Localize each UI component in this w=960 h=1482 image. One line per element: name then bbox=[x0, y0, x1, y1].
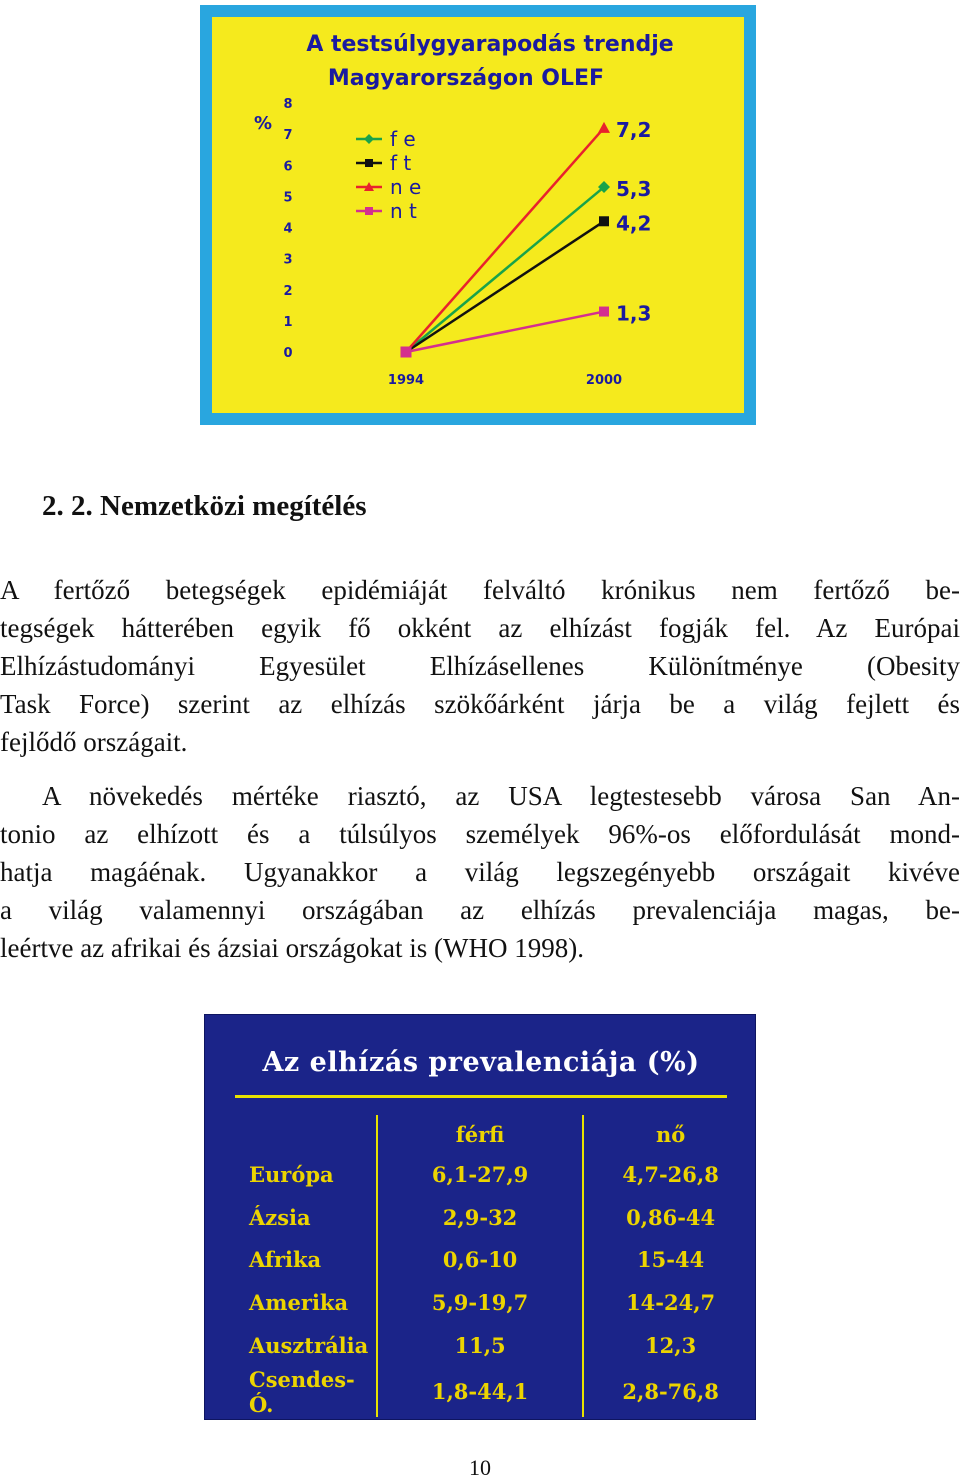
paragraph-line: Task Force) szerint az elhízás szökőárként járja be a világ fejlett és bbox=[0, 689, 960, 719]
table-row bbox=[205, 1367, 757, 1417]
paragraph-line: leértve az afrikai és ázsiai országokat is (WHO 1998). bbox=[0, 933, 584, 963]
paragraph-line: fejlődő országait. bbox=[0, 727, 188, 757]
cell-no: 0,86-44 bbox=[583, 1196, 757, 1239]
y-tick-label: 2 bbox=[283, 283, 293, 299]
cell-region: Amerika bbox=[249, 1290, 349, 1316]
y-axis-label: % bbox=[253, 113, 273, 134]
cell-ferfi: 5,9-19,7 bbox=[377, 1281, 583, 1324]
paragraph-2 bbox=[0, 777, 960, 967]
title-divider bbox=[235, 1095, 727, 1098]
data-label-ne: 7,2 bbox=[616, 117, 652, 142]
cell-no: 15-44 bbox=[583, 1239, 757, 1282]
cell-ferfi: 6,1-27,9 bbox=[377, 1153, 583, 1196]
header-region bbox=[205, 1115, 377, 1153]
section-heading: 2. 2. Nemzetközi megítélés bbox=[42, 490, 367, 522]
table-row bbox=[205, 1239, 757, 1282]
trend-chart bbox=[200, 5, 756, 425]
paragraph-line: tonio az elhízott és a túlsúlyos személyek 96%-os előfordulását mond- bbox=[0, 819, 960, 849]
paragraph-1 bbox=[0, 571, 960, 761]
paragraph-line: Elhízástudományi Egyesület Elhízásellenes Különítménye (Obesity bbox=[0, 651, 960, 681]
cell-ferfi: 2,9-32 bbox=[377, 1196, 583, 1239]
y-tick-label: 6 bbox=[283, 159, 293, 175]
cell-region: Európa bbox=[249, 1161, 334, 1187]
y-tick-label: 7 bbox=[283, 128, 293, 144]
cell-region: Csendes-Ó. bbox=[249, 1366, 355, 1417]
paragraph-line: A fertőző betegségek epidémiáját felváltó krónikus nem fertőző be- bbox=[0, 575, 960, 605]
x-tick-label: 2000 bbox=[585, 373, 623, 388]
cell-no: 4,7-26,8 bbox=[583, 1153, 757, 1196]
table-header-row bbox=[205, 1115, 757, 1153]
chart-title-line2: Magyarországon OLEF bbox=[327, 66, 605, 91]
series-marker bbox=[599, 307, 609, 317]
paragraph-line: tegségek hátterében egyik fő okként az elhízást fogják fel. Az Európai bbox=[0, 613, 960, 643]
header-no: nő bbox=[583, 1115, 757, 1153]
legend-label: f e bbox=[390, 127, 416, 151]
paragraph-line: hatja magáénak. Ugyanakkor a világ legszegényebb országait kivéve bbox=[0, 857, 960, 887]
paragraph-line: a világ valamennyi országában az elhízás prevalenciája magas, be- bbox=[0, 895, 960, 925]
cell-region: Afrika bbox=[249, 1247, 322, 1273]
cell-no: 2,8-76,8 bbox=[583, 1367, 757, 1417]
series-marker bbox=[401, 347, 412, 358]
y-tick-label: 0 bbox=[283, 346, 293, 361]
cell-ferfi: 1,8-44,1 bbox=[377, 1367, 583, 1417]
page-number: 10 bbox=[469, 1455, 491, 1480]
data-label-ft: 4,2 bbox=[616, 211, 652, 236]
data-label-nt: 1,3 bbox=[616, 301, 652, 326]
cell-no: 12,3 bbox=[583, 1324, 757, 1367]
y-tick-label: 1 bbox=[283, 314, 293, 330]
table-row bbox=[205, 1324, 757, 1367]
trend-chart-svg bbox=[200, 5, 756, 425]
x-tick-label: 1994 bbox=[387, 373, 425, 388]
series-marker bbox=[365, 207, 373, 215]
table-row bbox=[205, 1153, 757, 1196]
data-label-fe: 5,3 bbox=[616, 177, 652, 202]
series-marker bbox=[599, 216, 609, 226]
cell-region: Ázsia bbox=[249, 1204, 311, 1230]
y-tick-label: 8 bbox=[283, 97, 293, 112]
y-tick-label: 3 bbox=[283, 252, 293, 268]
table-row bbox=[205, 1196, 757, 1239]
prevalence-table-figure bbox=[204, 1014, 756, 1420]
series-marker bbox=[365, 159, 373, 167]
cell-no: 14-24,7 bbox=[583, 1281, 757, 1324]
chart-title-line1: A testsúlygyarapodás trendje bbox=[306, 32, 674, 57]
header-ferfi: férfi bbox=[377, 1115, 583, 1153]
paragraph-line: A növekedés mértéke riasztó, az USA legtestesebb városa San An- bbox=[42, 781, 960, 811]
legend-label: f t bbox=[390, 151, 412, 175]
cell-region: Ausztrália bbox=[249, 1333, 369, 1359]
cell-ferfi: 11,5 bbox=[377, 1324, 583, 1367]
cell-ferfi: 0,6-10 bbox=[377, 1239, 583, 1282]
y-tick-label: 4 bbox=[283, 221, 293, 237]
table-row bbox=[205, 1281, 757, 1324]
y-tick-label: 5 bbox=[283, 190, 293, 206]
prevalence-table bbox=[205, 1115, 757, 1417]
legend-label: n t bbox=[390, 199, 417, 223]
legend-label: n e bbox=[390, 175, 422, 199]
prevalence-table-title: Az elhízás prevalenciája (%) bbox=[262, 1047, 700, 1078]
